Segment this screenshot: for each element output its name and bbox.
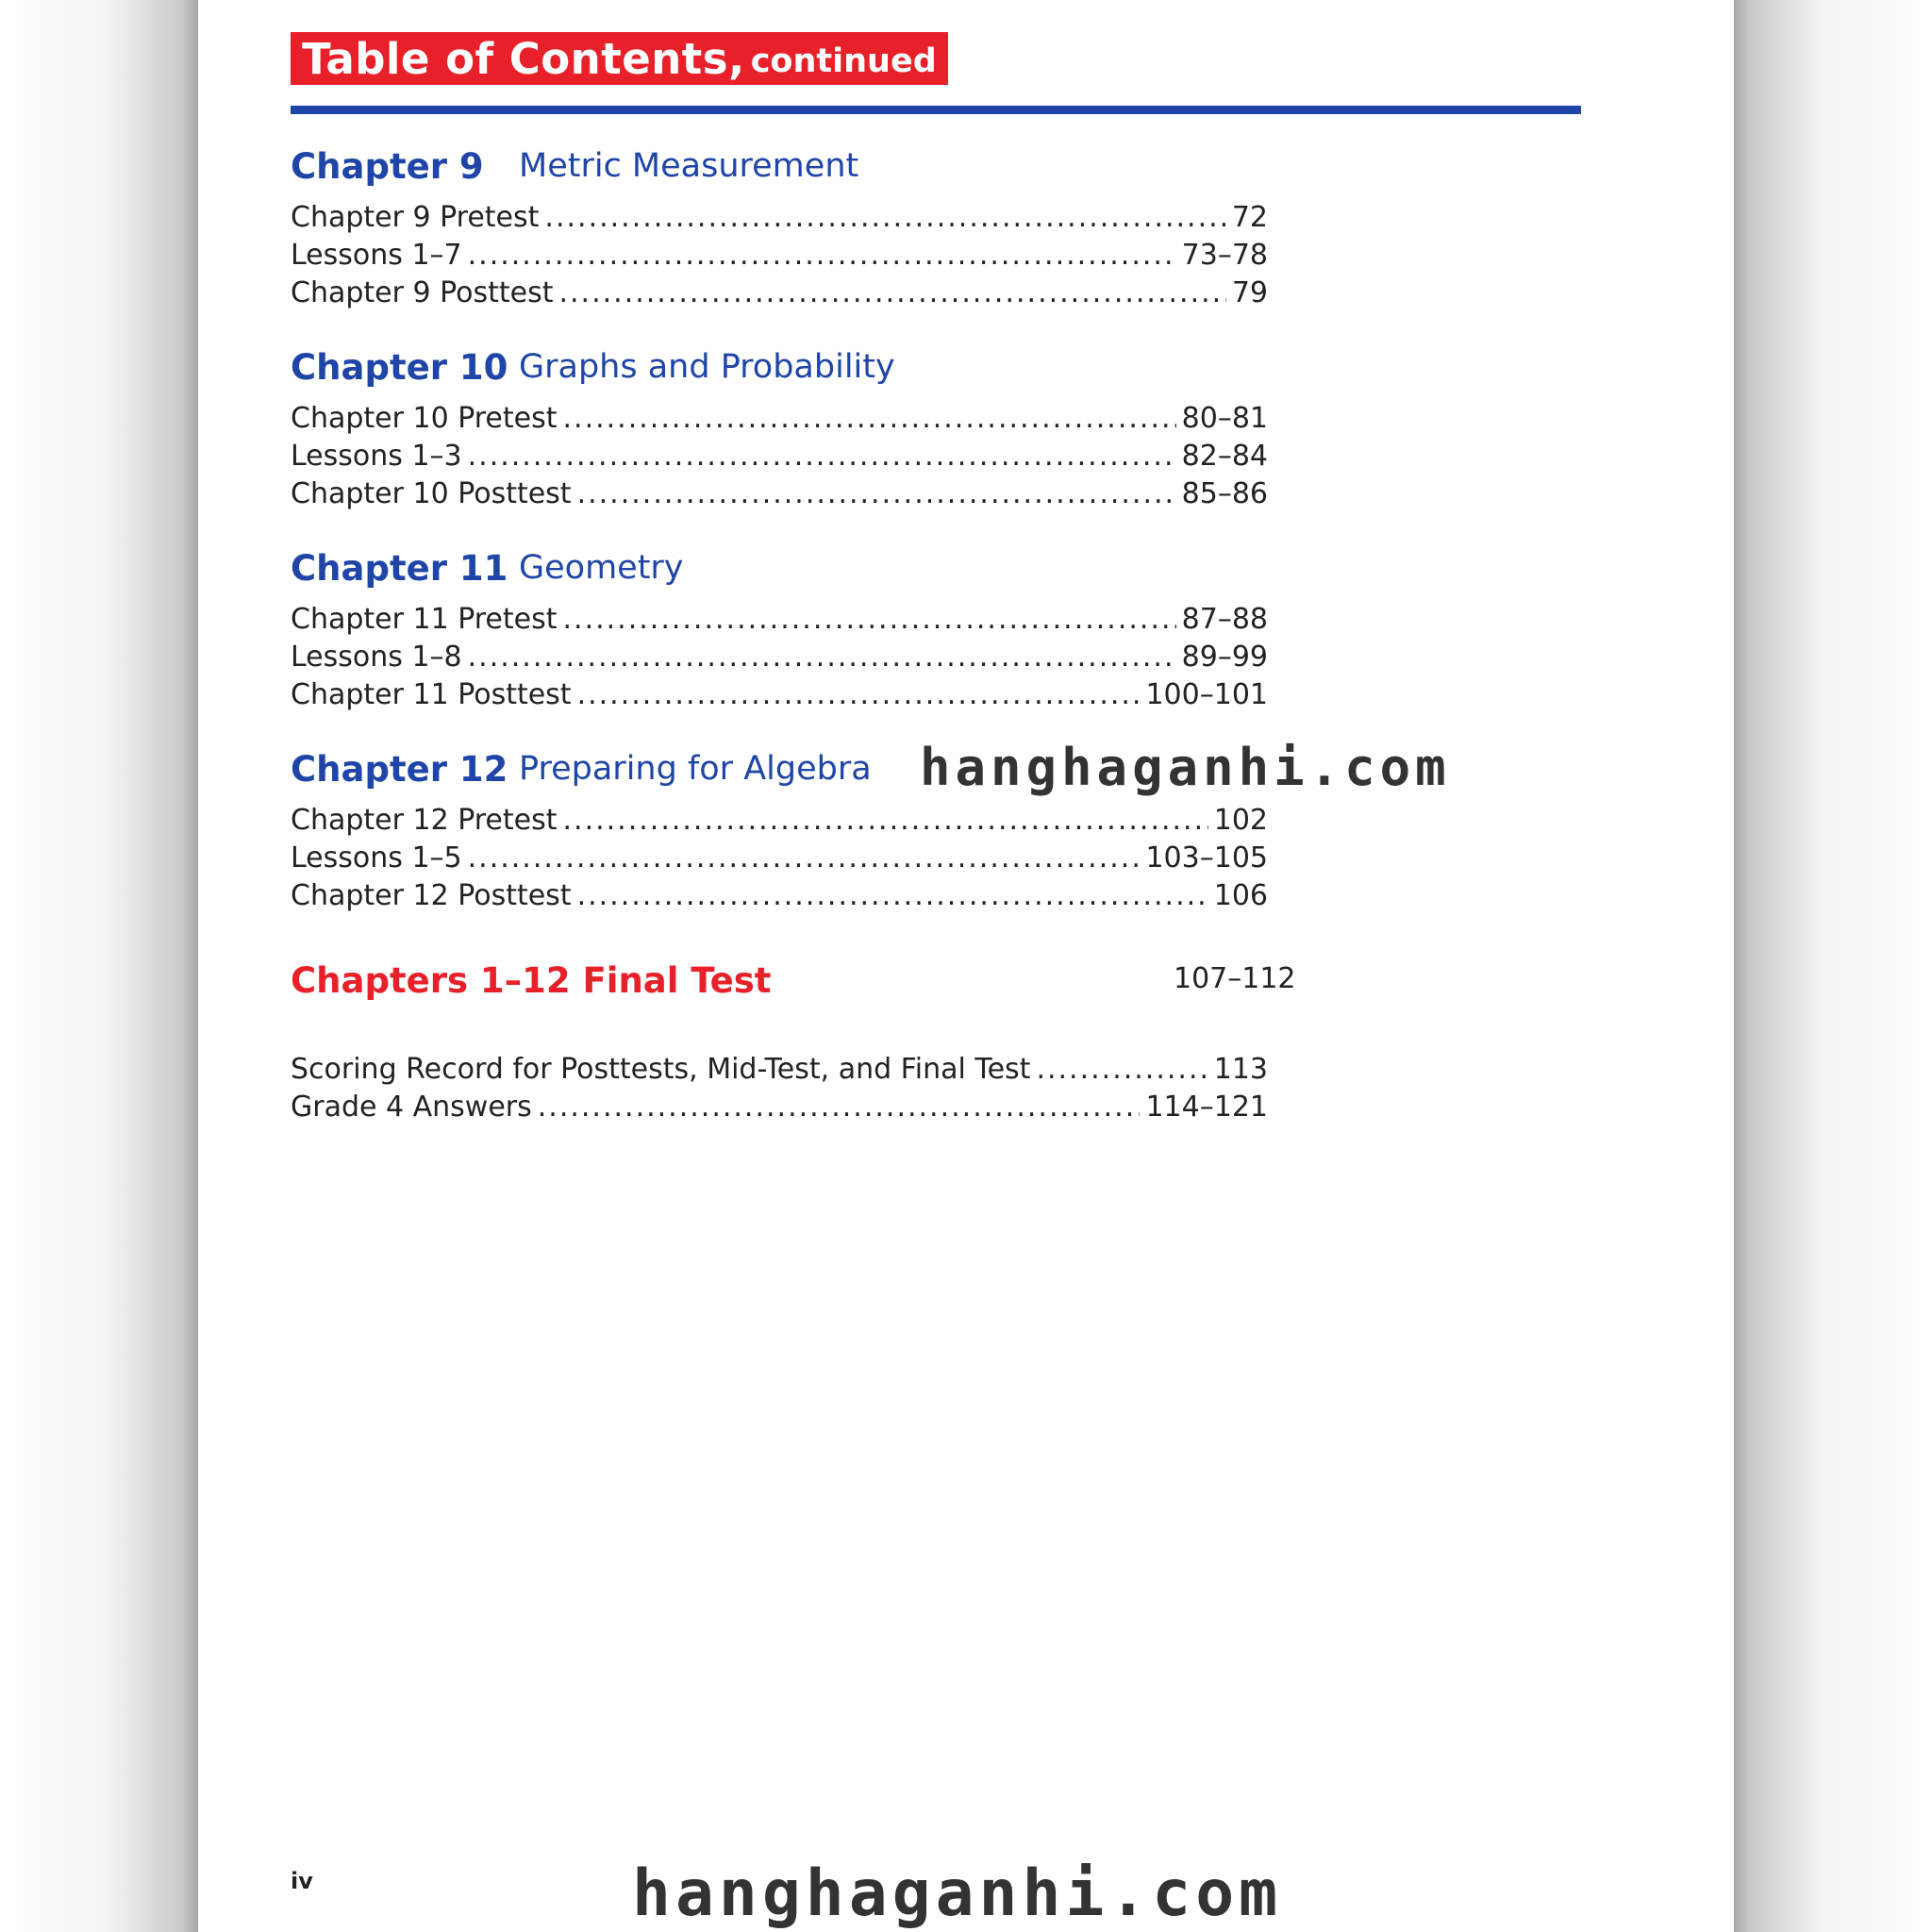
toc-entry-pages: 87–88 xyxy=(1181,603,1268,636)
watermark-text: hanghaganhi.com xyxy=(920,738,1451,797)
dot-leader xyxy=(563,402,1176,435)
toc-entry-text: Chapter 12 Posttest xyxy=(291,879,572,912)
chapter-heading xyxy=(291,746,872,791)
toc-entry xyxy=(291,1048,1268,1086)
toc-entry xyxy=(291,598,1268,636)
final-test-heading: Chapters 1–12 Final Test xyxy=(291,959,772,1001)
toc-entry xyxy=(291,196,1268,234)
toc-entry xyxy=(291,234,1268,272)
toc-entry xyxy=(291,1086,1268,1124)
chapter-label: Chapter 9 xyxy=(291,145,484,187)
dot-leader xyxy=(538,1091,1141,1124)
watermark-text: hanghaganhi.com xyxy=(632,1857,1283,1931)
toc-entry-text: Chapter 12 Pretest xyxy=(291,804,558,837)
toc-entry-text: Chapter 10 Posttest xyxy=(291,477,572,510)
toc-entry xyxy=(291,799,1268,837)
page-shadow-right xyxy=(1734,0,1932,1932)
dot-leader xyxy=(558,276,1225,309)
toc-entry-pages: 113 xyxy=(1213,1053,1268,1086)
chapter-heading xyxy=(291,143,858,189)
toc-entry-pages: 80–81 xyxy=(1181,402,1268,435)
toc-entry-pages: 79 xyxy=(1231,276,1268,309)
toc-entry-text: Chapter 10 Pretest xyxy=(291,402,558,435)
dot-leader xyxy=(468,841,1141,874)
page-shadow-left xyxy=(0,0,198,1932)
dot-leader xyxy=(563,804,1208,837)
toc-entry-text: Lessons 1–5 xyxy=(291,841,462,874)
dot-leader xyxy=(563,603,1176,636)
toc-entry-pages: 114–121 xyxy=(1145,1091,1268,1124)
toc-entry-text: Lessons 1–8 xyxy=(291,641,462,674)
toc-entry-pages: 103–105 xyxy=(1145,841,1268,874)
chapter-label: Chapter 11 xyxy=(291,547,508,589)
toc-entry-pages: 73–78 xyxy=(1181,239,1268,272)
toc-entry xyxy=(291,473,1268,510)
chapter-title: Graphs and Probability xyxy=(519,348,895,386)
title-rule xyxy=(291,106,1581,114)
toc-entry-text: Grade 4 Answers xyxy=(291,1091,532,1124)
dot-leader xyxy=(577,879,1208,912)
toc-entry-pages: 82–84 xyxy=(1181,440,1268,473)
toc-entry-pages: 106 xyxy=(1213,879,1268,912)
toc-entry-text: Scoring Record for Posttests, Mid-Test, and Final Test xyxy=(291,1053,1031,1086)
chapter-title: Geometry xyxy=(519,549,684,587)
toc-entry xyxy=(291,837,1268,874)
page-title-suffix: continued xyxy=(750,42,937,80)
toc-entry-pages: 89–99 xyxy=(1181,641,1268,674)
toc-entry-pages: 102 xyxy=(1213,804,1268,837)
toc-entry-text: Chapter 9 Posttest xyxy=(291,276,554,309)
chapter-heading xyxy=(291,545,684,591)
chapter-label: Chapter 12 xyxy=(291,748,508,790)
dot-leader xyxy=(468,239,1176,272)
chapter-heading xyxy=(291,344,895,390)
chapter-title: Metric Measurement xyxy=(519,147,859,185)
chapter-label: Chapter 10 xyxy=(291,346,508,388)
toc-entry-text: Lessons 1–3 xyxy=(291,440,462,473)
toc-entry-pages: 100–101 xyxy=(1145,678,1268,711)
page-title-main: Table of Contents, xyxy=(302,33,745,84)
dot-leader xyxy=(577,678,1141,711)
dot-leader xyxy=(544,201,1225,234)
toc-entry xyxy=(291,674,1268,711)
dot-leader xyxy=(468,440,1176,473)
toc-entry xyxy=(291,636,1268,674)
toc-entry-pages: 85–86 xyxy=(1181,477,1268,510)
chapter-title: Preparing for Algebra xyxy=(519,750,872,788)
toc-entry-pages: 72 xyxy=(1231,201,1268,234)
toc-entry-text: Chapter 11 Pretest xyxy=(291,603,558,636)
dot-leader xyxy=(468,641,1176,674)
toc-entry-text: Chapter 9 Pretest xyxy=(291,201,540,234)
toc-entry xyxy=(291,397,1268,435)
dot-leader xyxy=(577,477,1176,510)
toc-entry xyxy=(291,272,1268,309)
toc-entry xyxy=(291,874,1268,912)
toc-entry-text: Lessons 1–7 xyxy=(291,239,462,272)
final-test-pages: 107–112 xyxy=(1174,962,1296,995)
toc-entry-text: Chapter 11 Posttest xyxy=(291,678,572,711)
dot-leader xyxy=(1036,1053,1208,1086)
page-title xyxy=(291,32,948,85)
toc-entry xyxy=(291,435,1268,473)
page-number: iv xyxy=(291,1868,313,1894)
document-page xyxy=(198,0,1734,1932)
